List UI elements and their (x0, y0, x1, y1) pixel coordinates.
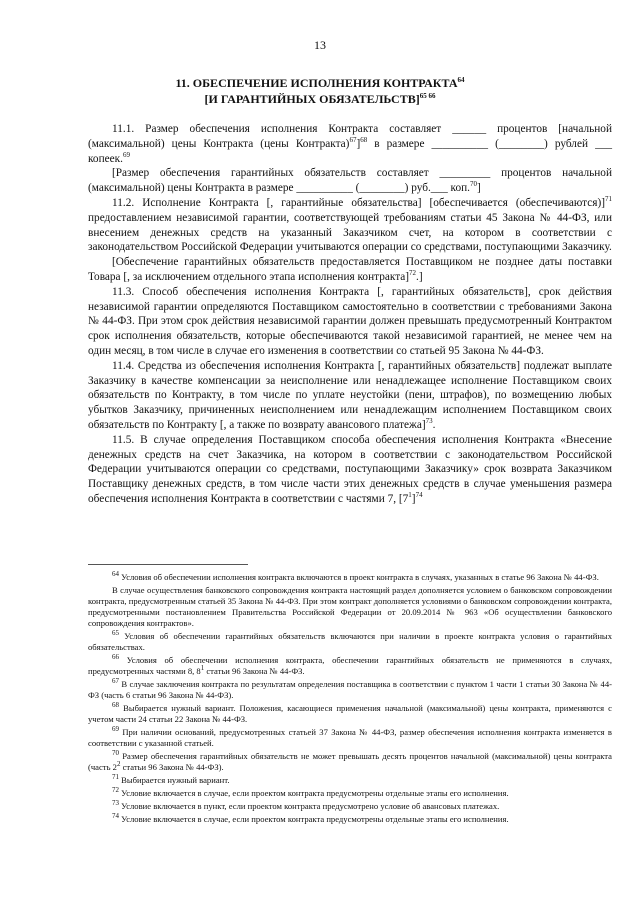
footnotes (88, 572, 612, 826)
paragraph-11-5: 11.5. В случае определения Поставщиком способа обеспечения исполнения Контракта «Внесение денежных средств на счет Заказчика, на котором в соответствии с законодательством Российской Федерации учитываются операции со средствами, поступающими Заказчику» срок возврата Заказчиком Поставщику денежных средств, в том числе части этих денежных средств в случае уменьшения размера обеспечения исполнения Контракта в соответствии с частями 7, $[7^1]^{74}$ (88, 433, 612, 505)
footnote-68: $^{68}$ Выбирается нужный вариант. Положения, касающиеся применения начальной (максимальной) цены контракта, применяются с учетом части 24 статьи 22 Закона № 44-ФЗ. (88, 701, 612, 725)
footnote-64-continued: В случае осуществления банковского сопровождения контракта настоящий раздел дополняется условием о банковском сопровождении контракта, предусмотренным статьей 35 Закона № 44-ФЗ. При этом контракт дополняется условиями о банковском сопровождении контракта, предусмотренными постановлением Правительства Российской Федерации от 20.09.2014 № 963 «Об осуществлении банковского сопровождения контрактов». (88, 584, 612, 629)
footnote-72: $^{72}$ Условие включается в случае, если проектом контракта предусмотрены отдельные этапы его исполнения. (112, 786, 509, 798)
section-title-line-1: 11. ОБЕСПЕЧЕНИЕ ИСПОЛНЕНИЯ КОНТРАКТА$^{64}$ (175, 76, 465, 90)
paragraph-11-2-warranty: [Обеспечение гарантийных обязательств предоставляется Поставщиком не позднее даты поставки Товара [, за исключением отдельного этапа исполнения контракта]$^{72}$.] (88, 256, 612, 283)
footnote-74: $^{74}$ Условие включается в случае, если проектом контракта предусмотрены отдельные этапы его исполнения. (112, 811, 509, 824)
footnote-67: $^{67}$ В случае заключения контракта по результатам определения поставщика в соответствии с пунктом 1 части 1 статьи 30 Закона № 44-ФЗ (часть 6 статьи 96 Закона № 44-ФЗ). (88, 677, 612, 701)
paragraph-11-2: 11.2. Исполнение Контракта [, гарантийные обязательства] [обеспечивается (обеспечиваются)]$^{71}$ предоставлением независимой гарантии, соответствующей требованиям статьи 45 Закона № 44-ФЗ, или внесением денежных средств на указанный Заказчиком счет, на котором в соответствии с законодательством Российской Федерации учитываются операции со средствами, поступающими Заказчику. (88, 195, 612, 254)
footnote-70: $^{70}$ Размер обеспечения гарантийных обязательств не может превышать десять процентов начальной (максимальной) цены контракта (часть $2^2$ статьи 96 Закона № 44-ФЗ). (88, 749, 612, 773)
footnote-69: $^{69}$ При наличии оснований, предусмотренных статьей 37 Закона № 44-ФЗ, размер обеспечения исполнения контракта изменяется в соответствии с указанной статьей. (88, 725, 612, 749)
footnote-separator (88, 564, 248, 565)
paragraph-11-3: 11.3. Способ обеспечения исполнения Контракта [, гарантийных обязательств], срок действия независимой гарантии определяются Поставщиком самостоятельно в соответствии с требованиями Закона № 44-ФЗ. При этом срок действия независимой гарантии должен превышать предусмотренный Контрактом срок исполнения обязательств, которые обеспечиваются такой независимой гарантией, не менее чем на один месяц, в том числе в случае его изменения в соответствии со статьей 95 Закона № 44-ФЗ. (88, 285, 612, 357)
footnote-64: $^{64}$ Условия об обеспечении исполнения контракта включаются в проект контракта в случаях, указанных в статье 96 Закона № 44-ФЗ. (112, 570, 599, 582)
footnote-66: $^{66}$ Условия об обеспечении исполнения контракта, обеспечении гарантийных обязательств не применяются в случаях, предусмотренных частями 8, $8^1$ статьи 96 Закона № 44-ФЗ. (88, 653, 612, 677)
section-title-line-2: [И ГАРАНТИЙНЫХ ОБЯЗАТЕЛЬСТВ]$^{65 66}$ (204, 92, 436, 106)
paragraph-11-1-warranty: [Размер обеспечения гарантийных обязательств составляет _________ процентов начальной (максимальной) цены Контракта в размере __________ (________) руб.___ коп.$^{70}$] (88, 167, 612, 195)
footnote-65: $^{65}$ Условия об обеспечении гарантийных обязательств включаются при наличии в проекте контракта условия о гарантийных обязательствах. (88, 629, 612, 653)
section-body (88, 122, 612, 507)
section-title (60, 75, 580, 107)
paragraph-11-1: 11.1. Размер обеспечения исполнения Контракта составляет ______ процентов [начальной (максимальной) цены Контракта (цены Контракта)$^{67}$]$^{68}$ в размере __________ (________) рублей ___ копеек.$^{69}$ (88, 123, 613, 165)
paragraph-11-4: 11.4. Средства из обеспечения исполнения Контракта [, гарантийных обязательств] подлежат выплате Заказчику в качестве компенсации за неисполнение или ненадлежащее исполнение Поставщиком своих обязательств по Контракту, в том числе по уплате неустойки (пени, штрафов), по возмещению любых убытков Заказчику, причиненных неисполнением или ненадлежащим исполнением Поставщиком своих обязательств по Контракту [, а также по возврату авансового платежа]$^{73}$. (88, 359, 612, 431)
footnote-73: $^{73}$ Условие включается в пункт, если проектом контракта предусмотрено условие об авансовых платежах. (112, 798, 500, 811)
page-number: 13 (314, 38, 326, 52)
footnote-71: $^{71}$ Выбирается нужный вариант. (112, 773, 230, 786)
